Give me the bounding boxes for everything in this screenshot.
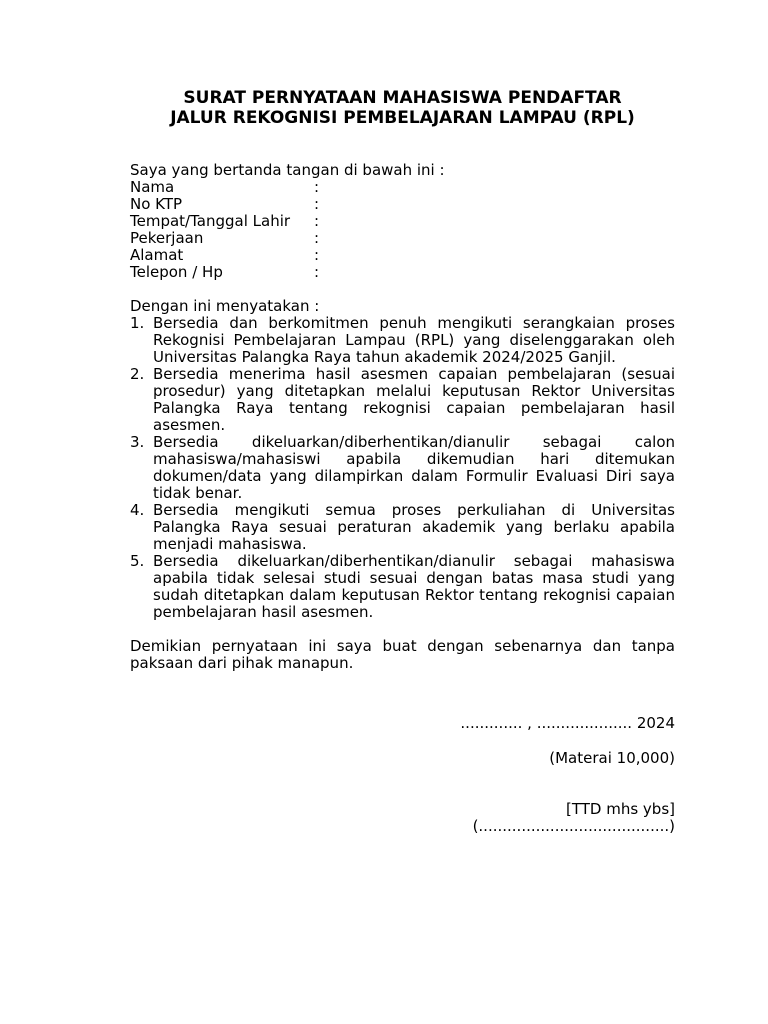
document-title-line-2: JALUR REKOGNISI PEMBELAJARAN LAMPAU (RPL) [170,108,635,128]
list-item [130,434,675,502]
field-label: Telepon / Hp [130,263,223,281]
field-row-nama [130,179,675,196]
list-item-text: Bersedia dan berkomitmen penuh mengikuti serangkaian proses Rekognisi Pembelajaran Lampau (RPL) yang diselenggarakan oleh Universitas Palangka Raya tahun akademik 2024/2025 Ganjil. [153,314,675,366]
list-item-number: 3. [130,433,145,451]
field-row-tempat-tanggal-lahir [130,213,675,230]
list-item [130,502,675,553]
date-line: ............. , .................... 2024 [460,714,675,732]
list-item-number: 2. [130,365,145,383]
field-colon: : [314,212,320,230]
field-label: Tempat/Tanggal Lahir [130,212,291,230]
field-colon: : [314,195,320,213]
field-row-telepon [130,264,675,281]
field-label: Alamat [130,246,184,264]
intro-text: Saya yang bertanda tangan di bawah ini : [130,161,445,179]
closing-paragraph: Demikian pernyataan ini saya buat dengan sebenarnya dan tanpa paksaan dari pihak manapun. [130,637,675,672]
identity-fields [130,179,675,281]
field-label: Pekerjaan [130,229,204,247]
document-title-line-1: SURAT PERNYATAAN MAHASISWA PENDAFTAR [183,88,622,108]
list-item-number: 5. [130,552,145,570]
field-row-pekerjaan [130,230,675,247]
field-colon: : [314,229,320,247]
field-colon: : [314,246,320,264]
list-item-text: Bersedia dikeluarkan/diberhentikan/dianulir sebagai mahasiswa apabila tidak selesai studi sesuai dengan batas masa studi yang sudah ditetapkan dalam keputusan Rektor tentang rekognisi capaian pembelajaran hasil asesmen. [153,552,675,621]
list-item [130,315,675,366]
field-row-no-ktp [130,196,675,213]
list-item-text: Bersedia dikeluarkan/diberhentikan/dianulir sebagai calon mahasiswa/mahasiswi apabila dikemudian hari ditemukan dokumen/data yang dilampirkan dalam Formulir Evaluasi Diri saya tidak benar. [153,433,675,502]
document-page [130,88,675,835]
list-item-number: 4. [130,501,145,519]
signatory-name-line: (........................................) [472,817,675,835]
list-item [130,366,675,434]
field-colon: : [314,263,320,281]
materai-label: (Materai 10,000) [549,749,675,767]
list-item-number: 1. [130,314,145,332]
list-item-text: Bersedia mengikuti semua proses perkuliahan di Universitas Palangka Raya sesuai peraturan akademik yang berlaku apabila menjadi mahasiswa. [153,501,675,553]
field-row-alamat [130,247,675,264]
declaration-heading: Dengan ini menyatakan : [130,297,320,315]
field-label: No KTP [130,195,183,213]
list-item-text: Bersedia menerima hasil asesmen capaian pembelajaran (sesuai prosedur) yang ditetapkan melalui keputusan Rektor Universitas Palangka Raya tentang rekognisi capaian pembelajaran hasil asesmen. [153,365,675,434]
list-item [130,553,675,621]
field-colon: : [314,178,320,196]
signature-placeholder: [TTD mhs ybs] [566,800,675,818]
declaration-list [130,315,675,621]
field-label: Nama [130,178,175,196]
